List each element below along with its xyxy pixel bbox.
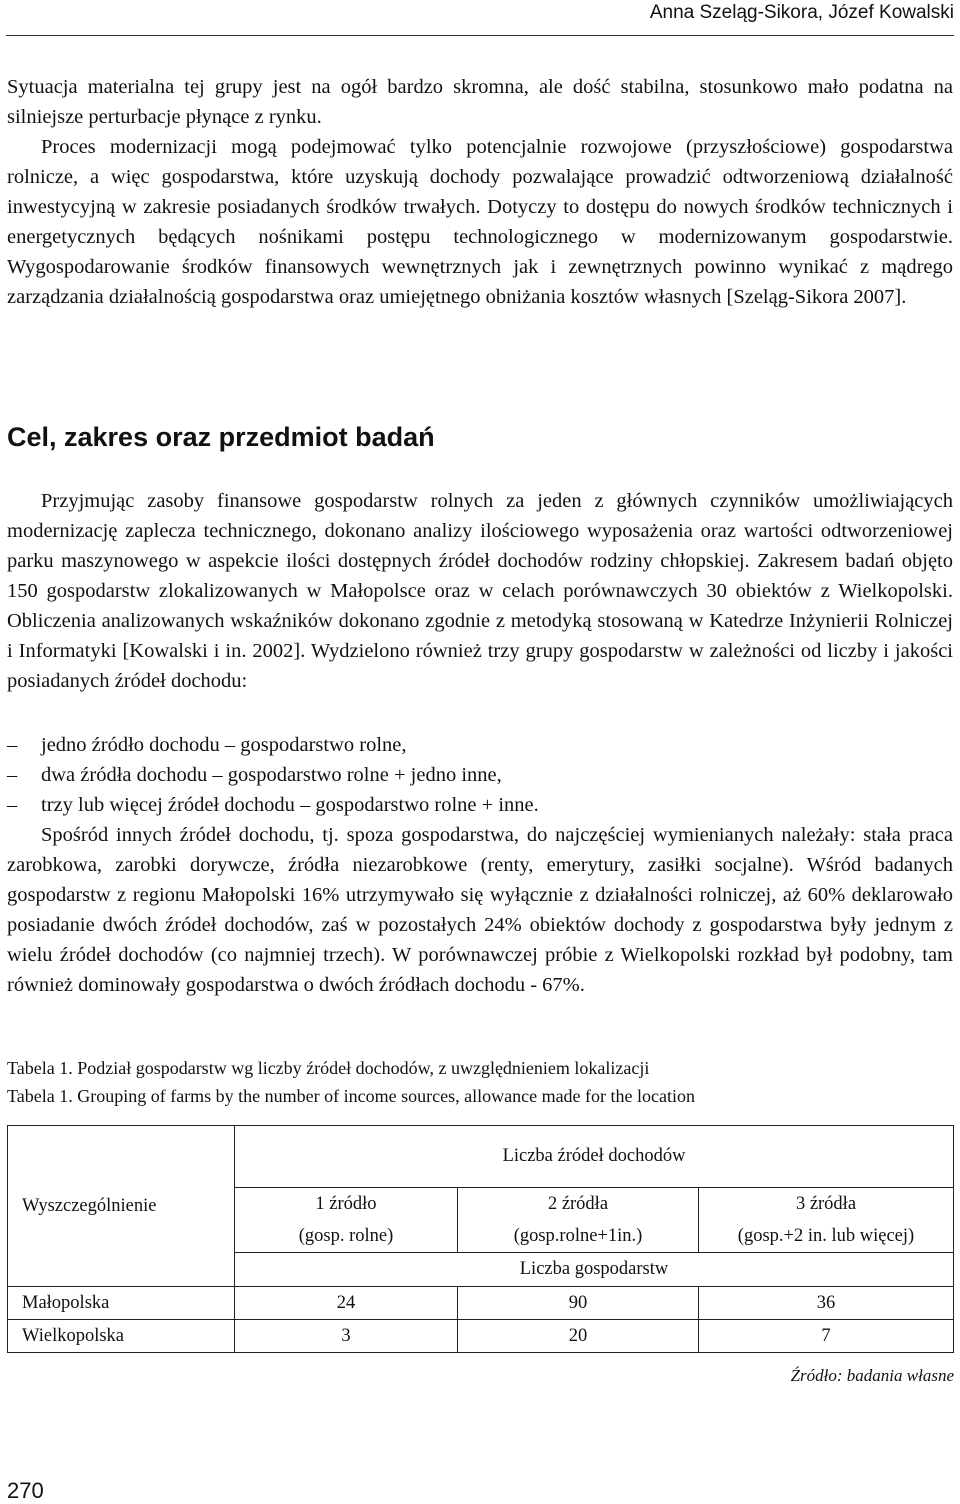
paragraph-3: Przyjmując zasoby finansowe gospodarstw rolnych za jeden z głównych czynników umożliwiających modernizację zaplecza technicznego, dokonano analizy ilościowego wyposażenia oraz wartości odtworzeniowej parku maszynowego w aspekcie ilości dostępnych źródeł dochodów rodziny chłopskiej. Zakresem badań objęto 150 gospodarstw zlokalizowanych w Małopolsce oraz w celach porównawczych 30 obiektów z Wielkopolski. Obliczenia analizowanych wskaźników dokonano zgodnie z metodyką stosowaną w Katedrze Inżynierii Rolniczej i Informatyki [Kowalski i in. 2002]. Wydzielono również trzy grupy gospodarstw w zależności od liczby i jakości posiadanych źródeł dochodu: bbox=[7, 490, 953, 692]
table-row bbox=[8, 1320, 954, 1353]
unit-header-cell: Liczba gospodarstw bbox=[235, 1253, 954, 1287]
table-cell: 24 bbox=[235, 1287, 458, 1320]
table-cell: 90 bbox=[458, 1287, 699, 1320]
header-authors: Anna Szeląg-Sikora, Józef Kowalski bbox=[649, 2, 954, 23]
table-header-row bbox=[8, 1126, 954, 1188]
table-caption-en: Tabela 1. Grouping of farms by the number of income sources, allowance made for the location bbox=[7, 1086, 696, 1106]
table-source: Źródło: badania własne bbox=[790, 1366, 954, 1385]
paragraph-4: Spośród innych źródeł dochodu, tj. spoza gospodarstwa, do najczęściej wymienianych należały: stała praca zarobkowa, zarobki dorywcze, źródła niezarobkowe (renty, emerytury, zasiłki socjalne). Wśród badanych gospodarstw z regionu Małopolski 16% utrzymywało się wyłącznie z działalności rolniczej, aż 60% deklarowało posiadanie dwóch źródeł dochodów, zaś w pozostałych 24% obiektów dochody z gospodarstwa były jednym z wielu źródeł dochodów (co najmniej trzech). W porównawczej próbie z Wielkopolski rozkład był podobny, tam również dominowały gospodarstwa o dwóch źródłach dochodu - 67%. bbox=[7, 824, 953, 996]
column-header-cell bbox=[235, 1188, 458, 1253]
table-row bbox=[8, 1287, 954, 1320]
column-header-line2: (gosp. rolne) bbox=[298, 1226, 394, 1246]
paragraph-2: Proces modernizacji mogą podejmować tylko potencjalnie rozwojowe (przyszłościowe) gospodarstwa rolnicze, a więc gospodarstwa, które uzyskują dochody pozwalające prowadzić odtworzeniową działalność inwestycyjną w zakresie posiadanych środków trwałych. Dotyczy to dostępu do nowych środków technicznych i energetycznych będących nośnikami postępu technologicznego w modernizowanym gospodarstwie. Wygospodarowanie środków finansowych wewnętrznych jak i zewnętrznych powinno wynikać z mądrego zarządzania działalnością gospodarstwa oraz umiejętnego obniżania kosztów własnych [Szeląg-Sikora 2007]. bbox=[7, 136, 953, 308]
list-dash: – bbox=[7, 764, 18, 786]
column-header-line1: 2 źródła bbox=[547, 1194, 609, 1214]
table-cell: 20 bbox=[458, 1320, 699, 1353]
table-cell: 3 bbox=[235, 1320, 458, 1353]
column-header-line2: (gosp.rolne+1in.) bbox=[513, 1226, 643, 1246]
column-header-cell bbox=[458, 1188, 699, 1253]
list-item-text: trzy lub więcej źródeł dochodu – gospodarstwo rolne + inne. bbox=[41, 794, 539, 816]
table-cell: 36 bbox=[699, 1287, 954, 1320]
list-item-text: dwa źródła dochodu – gospodarstwo rolne + jedno inne, bbox=[41, 764, 502, 786]
column-header-cell bbox=[699, 1188, 954, 1253]
page-number: 270 bbox=[7, 1478, 44, 1503]
data-table bbox=[7, 1125, 954, 1353]
section-heading: Cel, zakres oraz przedmiot badań bbox=[7, 422, 435, 452]
paragraph-1: Sytuacja materialna tej grupy jest na ogół bardzo skromna, ale dość stabilna, stosunkowo mało podatna na silniejsze perturbacje płynące z rynku. bbox=[7, 76, 953, 128]
row-header-cell: Wyszczególnienie bbox=[8, 1126, 235, 1287]
running-header bbox=[6, 0, 954, 36]
table-caption-pl: Tabela 1. Podział gospodarstw wg liczby źródeł dochodów, z uwzględnieniem lokalizacji bbox=[7, 1058, 650, 1078]
row-label: Wielkopolska bbox=[8, 1320, 235, 1353]
column-header-line2: (gosp.+2 in. lub więcej) bbox=[737, 1226, 915, 1246]
column-header-line1: 3 źródła bbox=[795, 1194, 857, 1214]
row-label: Małopolska bbox=[8, 1287, 235, 1320]
list-item-text: jedno źródło dochodu – gospodarstwo rolne, bbox=[41, 734, 407, 756]
list-dash: – bbox=[7, 794, 18, 816]
table-cell: 7 bbox=[699, 1320, 954, 1353]
group-header-cell: Liczba źródeł dochodów bbox=[235, 1126, 954, 1188]
column-header-line1: 1 źródło bbox=[315, 1194, 377, 1214]
list-dash: – bbox=[7, 734, 18, 756]
